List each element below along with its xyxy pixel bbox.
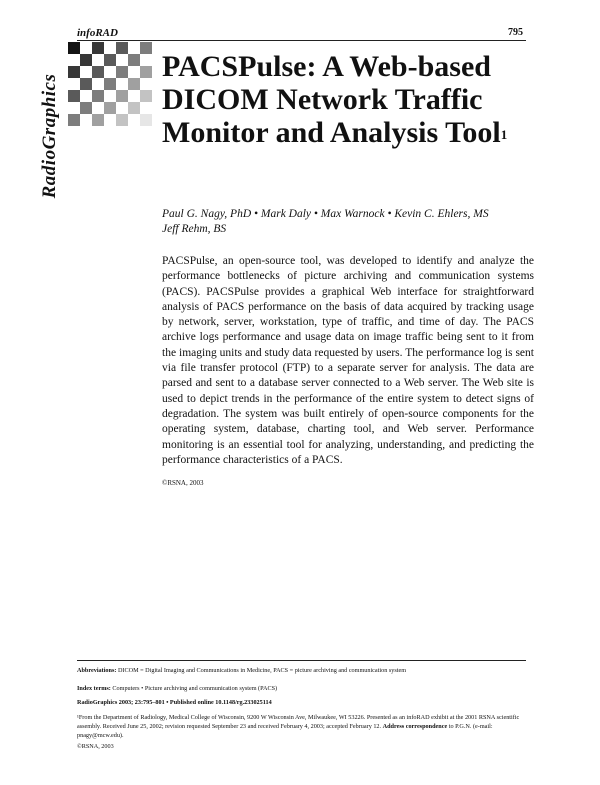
grid-cell xyxy=(92,114,104,126)
grid-cell xyxy=(92,90,104,102)
footer-copyright: ©RSNA, 2003 xyxy=(77,743,114,750)
page-number: 795 xyxy=(508,27,523,38)
grid-cell xyxy=(104,78,116,90)
author-line-2: Jeff Rehm, BS xyxy=(162,223,227,235)
grid-cell xyxy=(68,114,80,126)
grid-cell xyxy=(80,78,92,90)
grid-cell xyxy=(140,42,152,54)
grid-cell xyxy=(68,90,80,102)
journal-side-label-text: RadioGraphics xyxy=(39,73,60,199)
author-list xyxy=(162,207,532,237)
header-divider xyxy=(77,40,526,41)
journal-side-label xyxy=(37,50,63,222)
grid-cell xyxy=(140,90,152,102)
grid-cell xyxy=(104,54,116,66)
grid-cell xyxy=(140,66,152,78)
grid-cell xyxy=(92,42,104,54)
grid-cell xyxy=(140,114,152,126)
section-label: infoRAD xyxy=(77,27,118,39)
abstract-copyright: ©RSNA, 2003 xyxy=(162,479,204,487)
index-terms-note xyxy=(77,684,526,693)
grid-cell xyxy=(128,102,140,114)
grid-cell xyxy=(80,54,92,66)
abbreviations-note xyxy=(77,666,526,675)
decorative-gradient-grid xyxy=(68,42,152,126)
grid-cell xyxy=(80,102,92,114)
grid-cell xyxy=(116,90,128,102)
grid-cell xyxy=(68,66,80,78)
index-terms-label: Index terms: xyxy=(77,685,111,692)
title-footnote-marker: 1 xyxy=(500,127,508,142)
citation-note xyxy=(77,698,526,707)
correspondence-text: to P.G.N. (e-mail: pnagy@mcw.edu). xyxy=(77,723,493,739)
correspondence-label: Address correspondence xyxy=(382,723,448,730)
affiliation-note xyxy=(77,713,526,740)
author-line-1: Paul G. Nagy, PhD • Mark Daly • Max Warnock • Kevin C. Ehlers, MS xyxy=(162,208,489,220)
affiliation-text: ¹From the Department of Radiology, Medical College of Wisconsin, 9200 W Wisconsin Ave, Milwaukee, WI 53226. Presented as an infoRAD exhibit at the 2001 RSNA scientific assembly. Received June 25, 2002; revision requested September 23 and received February 4, 2003; accepted February 12. xyxy=(77,714,520,730)
abbreviations-label: Abbreviations: xyxy=(77,667,117,674)
abstract: PACSPulse, an open-source tool, was developed to identify and analyze the performance bottlenecks of picture archiving and communication systems (PACS). PACSPulse provides a graphical Web interface for straightforward analysis of PACS performance on the basis of data acquired by tracking usage by network, server, workstation, type of traffic, and time of day. The PACS archive logs performance and usage data on image traffic being sent to it from the imaging units and study data requested by users. The performance log is sent via file transfer protocol (FTP) to a separate server for analysis. The data are parsed and sent to a database server connected to a Web server. The Web site is used to depict trends in the performance of the entire system to detect signs of degradation. The system was built entirely of open-source components for the operating system, database, charting tool, and Web server. Performance monitoring is an essential tool for analyzing, understanding, and predicting the performance characteristics of a PACS. xyxy=(162,255,534,466)
index-terms-text: Computers • Picture archiving and communication system (PACS) xyxy=(112,685,278,692)
grid-cell xyxy=(116,114,128,126)
article-title xyxy=(162,50,542,149)
citation-text: RadioGraphics 2003; 23:795–801 • Published online 10.1148/rg.233025114 xyxy=(77,699,272,706)
abbreviations-text: DICOM = Digital Imaging and Communications in Medicine, PACS = picture archiving and communication system xyxy=(117,667,407,674)
grid-cell xyxy=(92,66,104,78)
grid-cell xyxy=(116,42,128,54)
grid-cell xyxy=(68,42,80,54)
grid-cell xyxy=(104,102,116,114)
footer-divider xyxy=(77,660,526,661)
grid-cell xyxy=(128,54,140,66)
article-title-text: PACSPulse: A Web-based DICOM Network Traffic Monitor and Analysis Tool xyxy=(162,50,501,149)
grid-cell xyxy=(116,66,128,78)
grid-cell xyxy=(128,78,140,90)
